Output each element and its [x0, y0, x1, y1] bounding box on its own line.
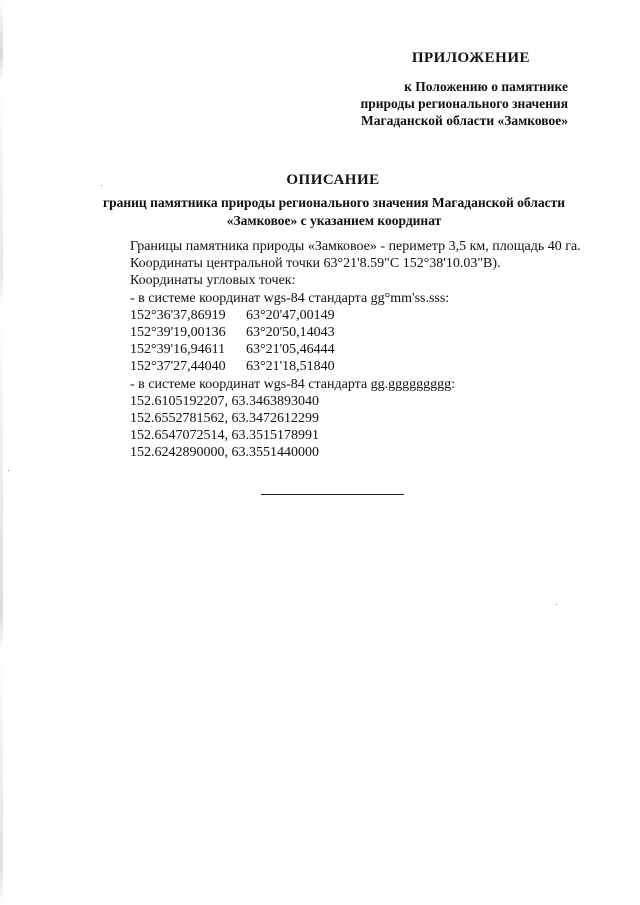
description-subtitle: границ памятника природы регионального значения Магаданской области «Замковое» с указанием координат [102, 195, 566, 228]
appendix-header [308, 50, 568, 129]
dms-coordinate-row [90, 324, 586, 341]
scan-speck [8, 470, 9, 471]
dms-latitude: 63°20'50,14043 [246, 325, 335, 341]
dms-latitude: 63°21'05,46444 [246, 342, 335, 358]
appendix-line: Магаданской области «Замковое» [360, 113, 568, 128]
dms-coordinate-row [90, 341, 586, 358]
center-point-line: Координаты центральной точки 63°21'8.59"С 152°38'10.03"В). [130, 256, 501, 272]
dms-longitude: 152°36'37,86919 [130, 307, 226, 323]
appendix-title: ПРИЛОЖЕНИЕ [411, 50, 530, 66]
dms-coordinate-row [90, 358, 586, 375]
decimal-coordinate-row: 152.6242890000, 63.3551440000 [130, 445, 319, 461]
appendix-line: к Положению о памятнике [404, 79, 568, 94]
dms-latitude: 63°20'47,00149 [246, 307, 335, 323]
boundaries-paragraph: Границы памятника природы «Замковое» - периметр 3,5 км, площадь 40 га. [130, 239, 581, 254]
description-title: ОПИСАНИЕ [286, 172, 380, 188]
corner-points-label: Координаты угловых точек: [130, 273, 296, 289]
decimal-coordinate-row: 152.6547072514, 63.3515178991 [130, 428, 319, 444]
document-body [90, 238, 586, 462]
decimal-coordinate-row: 152.6105192207, 63.3463893040 [130, 393, 319, 409]
decimal-coordinate-row: 152.6552781562, 63.3472612299 [130, 411, 319, 427]
scan-speck [101, 185, 102, 186]
decimal-system-label: - в системе координат wgs-84 стандарта gg.ggggggggg: [130, 376, 456, 392]
dms-coordinate-row [90, 307, 586, 324]
scan-edge [0, 0, 3, 905]
end-divider [261, 494, 404, 495]
dms-longitude: 152°39'19,00136 [130, 325, 226, 341]
scan-speck [556, 604, 557, 605]
dms-longitude: 152°39'16,94611 [130, 342, 226, 358]
appendix-line: природы регионального значения [360, 96, 568, 111]
dms-latitude: 63°21'18,51840 [246, 359, 335, 375]
dms-system-label: - в системе координат wgs-84 стандарта gg°mm'ss.sss: [130, 290, 450, 306]
dms-longitude: 152°37'27,44040 [130, 359, 226, 375]
